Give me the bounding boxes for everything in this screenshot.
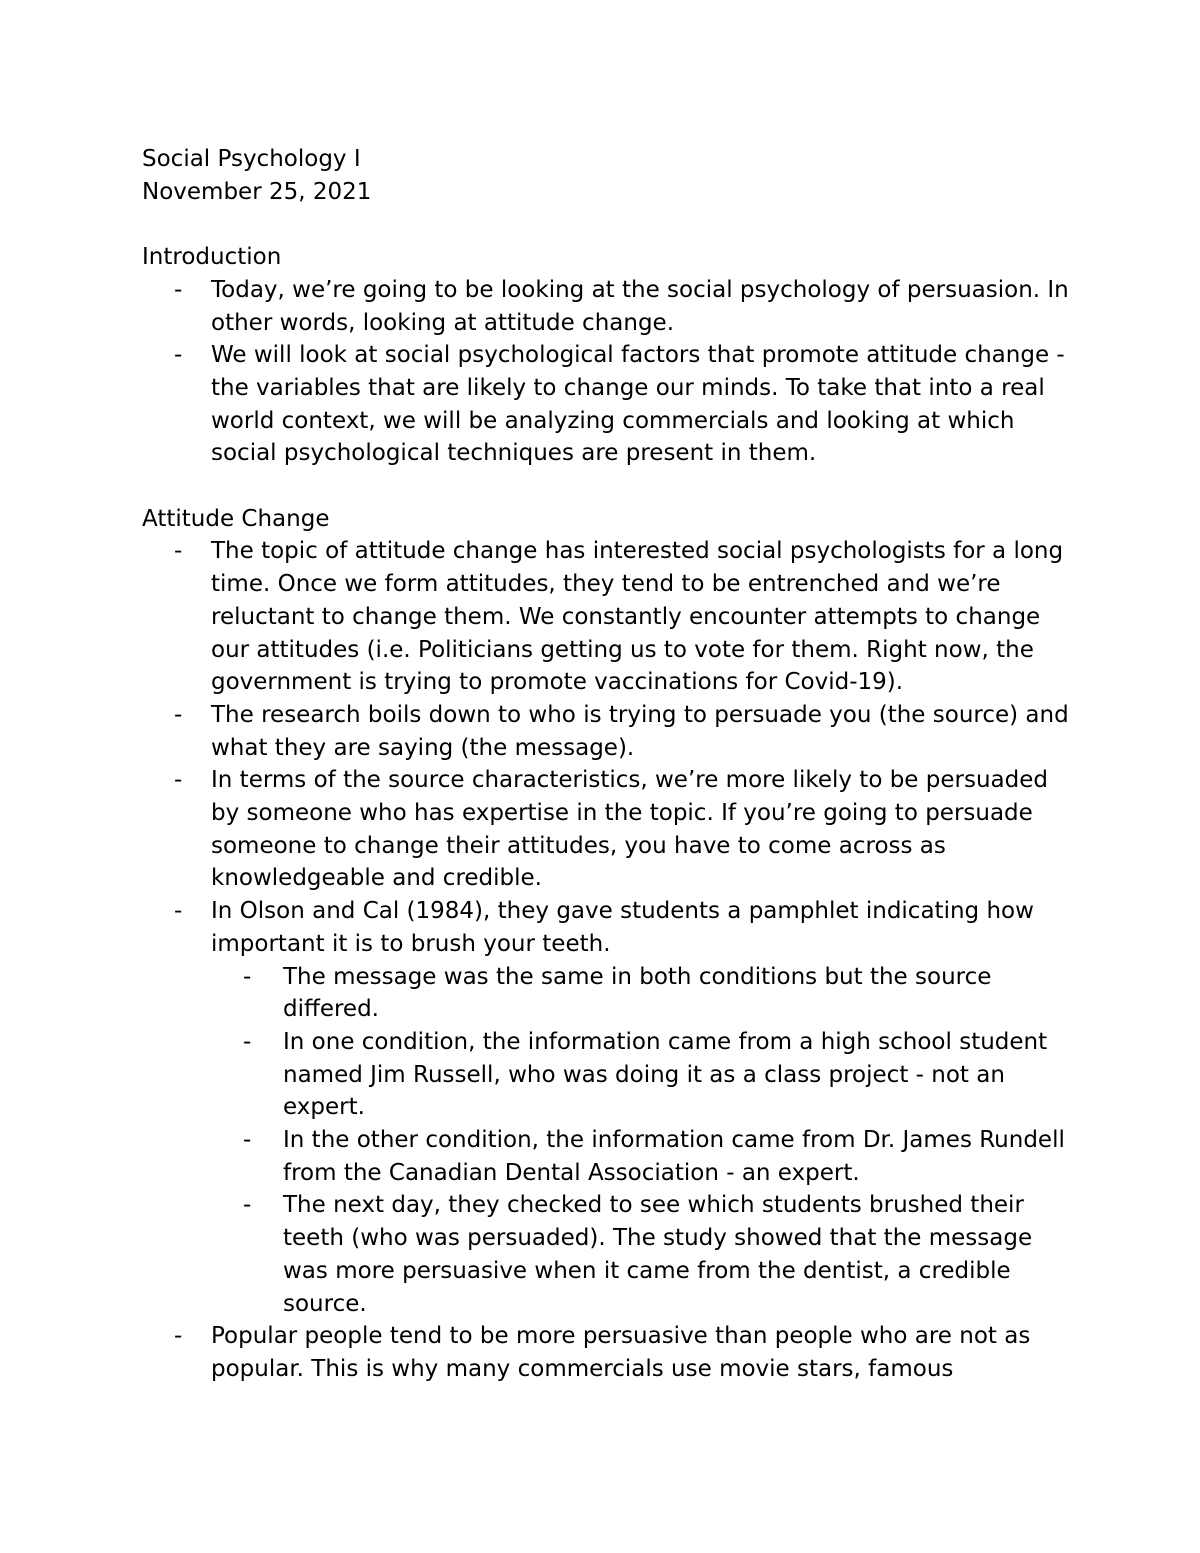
bullet-dash: -	[174, 767, 183, 794]
bullet-dash: -	[174, 276, 183, 303]
document-page	[142, 143, 1072, 1386]
course-title: Social Psychology I	[142, 146, 361, 172]
bullet-text: Popular people tend to be more persuasive than people who are not as popular. This is why many commercials use movie stars, famous	[211, 1323, 1031, 1382]
bullet-dash: -	[174, 701, 183, 728]
bullet-text: In terms of the source characteristics, we’re more likely to be persuaded by someone who has expertise in the topic. If you’re going to persuade someone to change their attitudes, you have to come across as knowledgeable and credible.	[211, 767, 1048, 892]
section-heading-attitude-change: Attitude Change	[142, 505, 330, 532]
bullet-dash: -	[174, 538, 183, 565]
list-item	[142, 339, 1072, 470]
bullet-dash: -	[174, 898, 183, 925]
sub-list-item	[211, 1189, 1072, 1320]
bullet-dash: -	[243, 1028, 252, 1055]
attitude-change-bullet-list	[142, 535, 1072, 1385]
list-item	[142, 764, 1072, 895]
sub-list-item	[211, 1026, 1072, 1124]
bullet-text: Today, we’re going to be looking at the social psychology of persuasion. In other words, looking at attitude change.	[211, 276, 1069, 336]
list-item	[142, 1320, 1072, 1385]
bullet-dash: -	[243, 1127, 252, 1154]
list-item	[142, 274, 1072, 339]
list-item	[142, 895, 1072, 1320]
lecture-date: November 25, 2021	[142, 178, 372, 205]
bullet-text: In Olson and Cal (1984), they gave students a pamphlet indicating how important it is to brush your teeth.	[211, 898, 1034, 957]
section-heading-introduction: Introduction	[142, 244, 282, 271]
spacer	[142, 470, 1072, 503]
study-detail-sub-list	[211, 961, 1072, 1321]
list-item	[142, 535, 1072, 699]
sub-list-item	[211, 961, 1072, 1026]
bullet-dash: -	[243, 963, 252, 990]
bullet-text: We will look at social psychological factors that promote attitude change - the variables that are likely to change our minds. To take that into a real world context, we will be analyzing commercials and looking at which social psychological techniques are present in them.	[211, 342, 1065, 467]
sub-bullet-text: The message was the same in both conditions but the source differed.	[283, 963, 992, 1023]
sub-list-item	[211, 1124, 1072, 1189]
bullet-dash: -	[243, 1192, 252, 1219]
bullet-dash: -	[174, 1323, 183, 1350]
sub-bullet-text: In one condition, the information came from a high school student named Jim Russell, who was doing it as a class project - not an expert.	[283, 1028, 1048, 1121]
bullet-text: The research boils down to who is trying to persuade you (the source) and what they are saying (the message).	[211, 701, 1069, 761]
sub-bullet-text: The next day, they checked to see which students brushed their teeth (who was persuaded). The study showed that the message was more persuasive when it came from the dentist, a credible source.	[283, 1192, 1033, 1317]
list-item	[142, 699, 1072, 764]
bullet-dash: -	[174, 342, 183, 369]
sub-bullet-text: In the other condition, the information came from Dr. James Rundell from the Canadian Dental Association - an expert.	[283, 1127, 1065, 1186]
bullet-text: The topic of attitude change has interested social psychologists for a long time. Once we form attitudes, they tend to be entrenched and we’re reluctant to change them. We constantly encounter attempts to change our attitudes (i.e. Politicians getting us to vote for them. Right now, the government is trying to promote vaccinations for Covid-19).	[211, 538, 1064, 696]
introduction-bullet-list	[142, 274, 1072, 470]
spacer	[142, 208, 1072, 241]
